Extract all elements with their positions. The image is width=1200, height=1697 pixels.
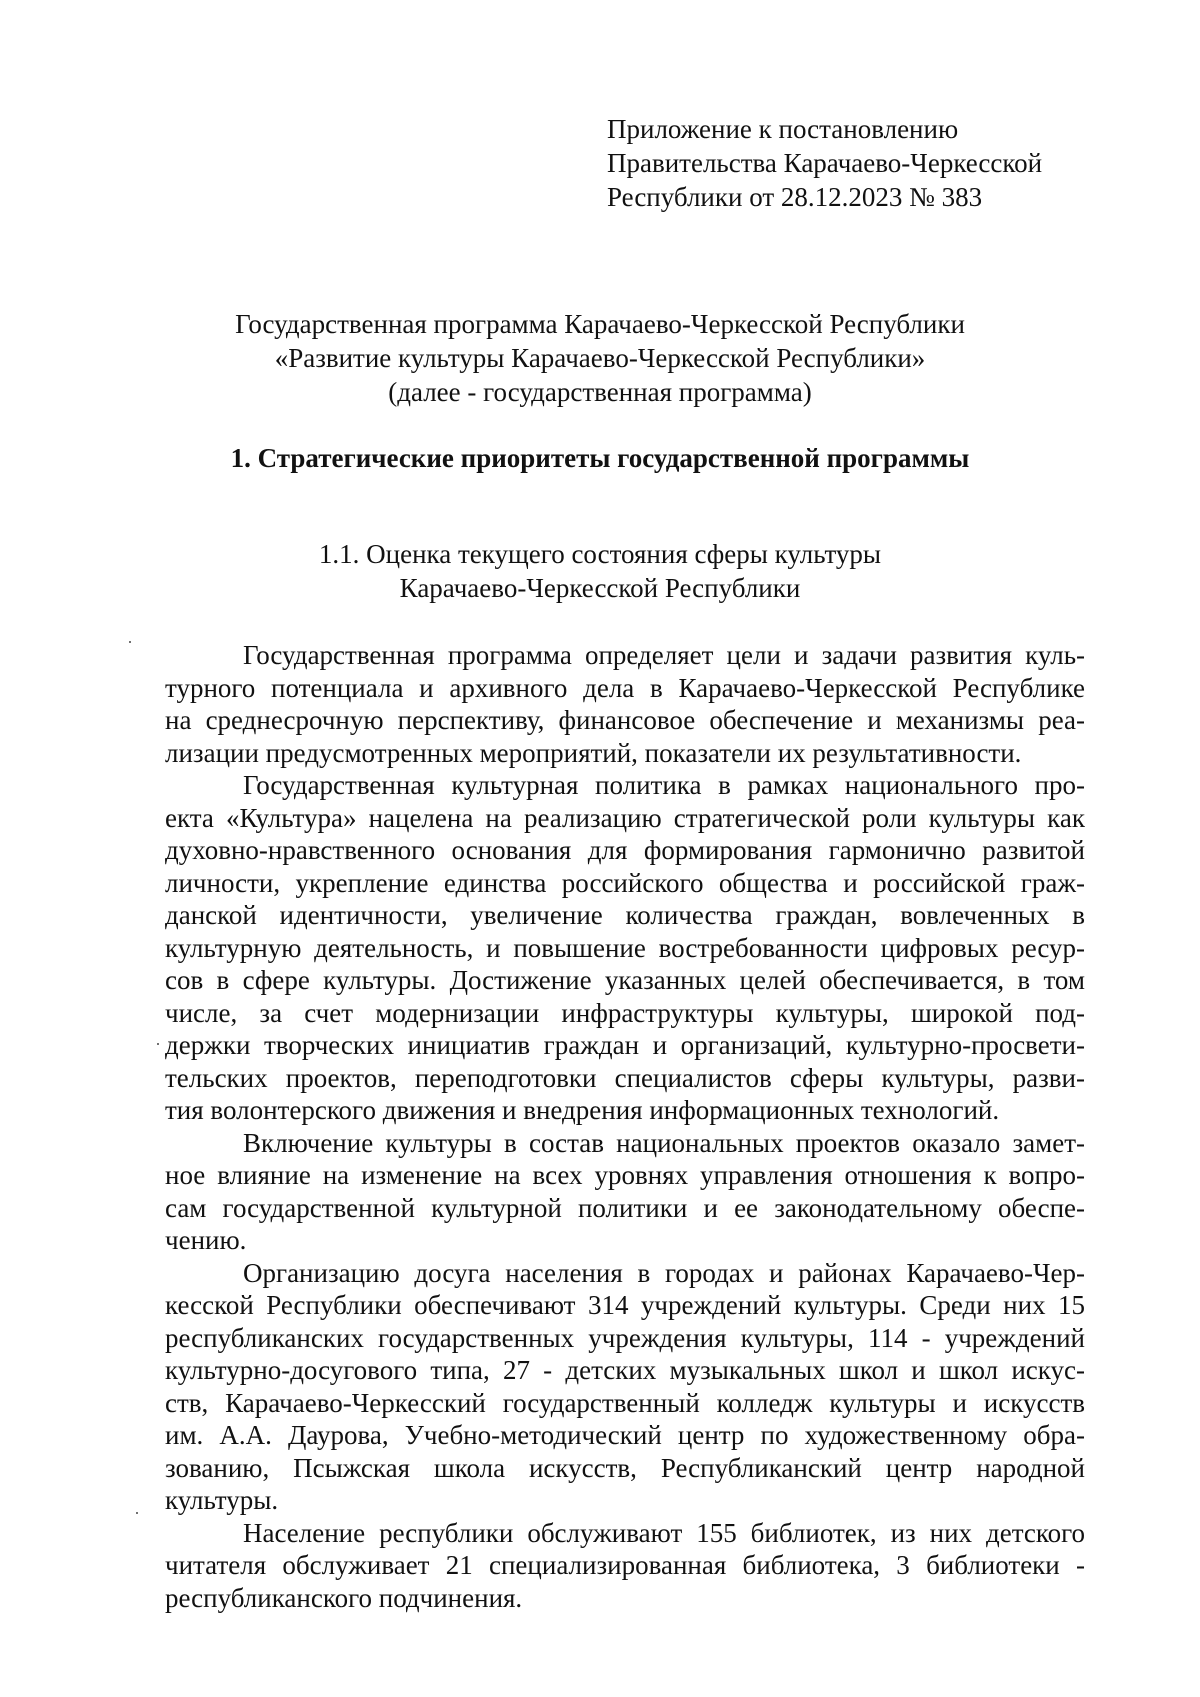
scan-speck <box>129 641 131 643</box>
appendix-line: Правительства Карачаево-Черкесской <box>607 148 1043 178</box>
paragraph-line: Государственная программа определяет цели и задачи развития куль- <box>243 640 1085 670</box>
paragraph-line: республиканских государственных учреждения культуры, 114 - учреждений <box>165 1322 1085 1353</box>
paragraph-line: ств, Карачаево-Черкесский государственный колледж культуры и искусств <box>165 1387 1085 1418</box>
appendix-line: Приложение к постановлению <box>607 114 959 144</box>
section-heading: 1. Стратегические приоритеты государственной программы <box>230 443 970 473</box>
paragraph-line: личности, укрепление единства российского общества и российской граж- <box>165 867 1085 898</box>
paragraph <box>165 639 1085 769</box>
paragraph-line: сам государственной культурной политики и ее законодательному обеспе- <box>165 1192 1085 1223</box>
paragraph-line: культуры. <box>165 1485 279 1515</box>
appendix-line: Республики от 28.12.2023 № 383 <box>607 182 983 212</box>
paragraph <box>165 1517 1085 1615</box>
body-text <box>165 639 1085 1614</box>
scan-speck <box>157 1043 159 1045</box>
paragraph-line: зованию, Псыжская школа искусств, Республиканский центр народной <box>165 1452 1085 1483</box>
paragraph <box>165 1127 1085 1257</box>
paragraph-line: чению. <box>165 1225 247 1255</box>
subsection-heading-line: 1.1. Оценка текущего состояния сферы культуры <box>318 539 882 569</box>
paragraph-line: читателя обслуживает 21 специализированная библиотека, 3 библиотеки - <box>165 1550 1085 1580</box>
paragraph-line: тельских проектов, переподготовки специалистов сферы культуры, разви- <box>165 1062 1085 1093</box>
program-title-line: (далее - государственная программа) <box>388 377 812 407</box>
paragraph-line: Организацию досуга населения в городах и районах Карачаево-Чер- <box>243 1257 1085 1288</box>
appendix-header <box>607 112 1042 214</box>
paragraph <box>165 769 1085 1127</box>
paragraph-line: данской идентичности, увеличение количества граждан, вовлеченных в <box>165 900 1085 930</box>
program-title-line: «Развитие культуры Карачаево-Черкесской Республики» <box>274 343 926 373</box>
paragraph-line: культурную деятельность, и повышение востребованности цифровых ресур- <box>165 932 1085 963</box>
paragraph-line: ное влияние на изменение на всех уровнях управления отношения к вопро- <box>165 1160 1085 1190</box>
paragraph-line: духовно-нравственного основания для формирования гармонично развитой <box>165 835 1085 865</box>
paragraph-line: Государственная культурная политика в рамках национального про- <box>243 770 1085 800</box>
paragraph-line: екта «Культура» нацелена на реализацию стратегической роли культуры как <box>165 802 1085 833</box>
paragraph-line: лизации предусмотренных мероприятий, показатели их результативности. <box>165 737 1022 768</box>
paragraph-line: кесской Республики обеспечивают 314 учреждений культуры. Среди них 15 <box>165 1290 1085 1320</box>
paragraph-line: им. А.А. Даурова, Учебно-методический центр по художественному обра- <box>165 1420 1085 1450</box>
paragraph-line: сов в сфере культуры. Достижение указанных целей обеспечивается, в том <box>165 965 1085 995</box>
paragraph-line: республиканского подчинения. <box>165 1582 523 1613</box>
subsection-heading-line: Карачаево-Черкесской Республики <box>399 573 801 603</box>
paragraph-line: тия волонтерского движения и внедрения информационных технологий. <box>165 1095 1000 1125</box>
paragraph-line: держки творческих инициатив граждан и организаций, культурно-просвети- <box>165 1030 1085 1060</box>
paragraph-line: Население республики обслуживают 155 библиотек, из них детского <box>243 1517 1085 1548</box>
program-title-line: Государственная программа Карачаево-Черкесской Республики <box>235 309 965 339</box>
scan-speck <box>136 1512 138 1514</box>
paragraph <box>165 1257 1085 1517</box>
paragraph-line: культурно-досугового типа, 27 - детских музыкальных школ и школ искус- <box>165 1355 1085 1385</box>
paragraph-line: Включение культуры в состав национальных проектов оказало замет- <box>243 1127 1085 1158</box>
paragraph-line: турного потенциала и архивного дела в Карачаево-Черкесской Республике <box>165 672 1085 703</box>
subsection-heading <box>100 537 1100 605</box>
paragraph-line: числе, за счет модернизации инфраструктуры культуры, широкой под- <box>165 997 1085 1028</box>
program-title <box>100 307 1100 409</box>
paragraph-line: на среднесрочную перспективу, финансовое обеспечение и механизмы реа- <box>165 705 1085 735</box>
